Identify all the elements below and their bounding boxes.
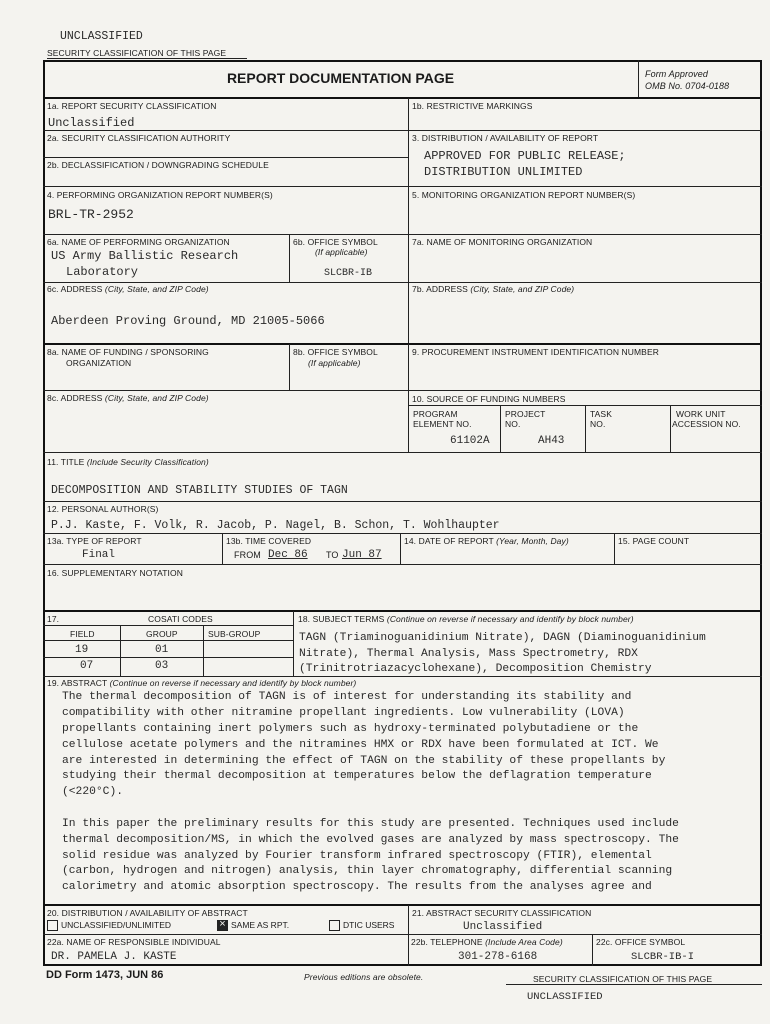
field-11-value: DECOMPOSITION AND STABILITY STUDIES OF TAGN [51,484,348,497]
field-6c-value: Aberdeen Proving Ground, MD 21005-5066 [51,314,325,328]
field-20-label: 20. DISTRIBUTION / AVAILABILITY OF ABSTRACT [47,908,248,918]
field-10-work-unit-2: ACCESSION NO. [672,419,741,429]
field-10-program-2: ELEMENT NO. [413,419,472,429]
field-18-line-3: (Trinitrotriazacyclohexane), Decomposition Chemistry [299,663,652,675]
cosati-group-header: GROUP [146,629,178,639]
field-21-label: 21. ABSTRACT SECURITY CLASSIFICATION [412,908,592,918]
field-6b-sub: (If applicable) [315,247,368,257]
field-4-value: BRL-TR-2952 [48,207,134,222]
field-10-task: TASK [590,409,612,419]
cosati-field-header: FIELD [70,629,95,639]
field-9-label: 9. PROCUREMENT INSTRUMENT IDENTIFICATION NUMBER [412,347,659,357]
field-6a-label: 6a. NAME OF PERFORMING ORGANIZATION [47,237,230,247]
field-13b-from: FROM [234,550,261,560]
field-10-project-value: AH43 [538,435,565,447]
field-7a-label: 7a. NAME OF MONITORING ORGANIZATION [412,237,593,247]
field-22c-value: SLCBR-IB-I [631,951,695,963]
field-21-value: Unclassified [463,921,543,933]
checkbox-same-as-rpt[interactable]: × SAME AS RPT. [217,920,289,931]
field-3-label: 3. DISTRIBUTION / AVAILABILITY OF REPORT [412,133,599,143]
field-22b-label: 22b. TELEPHONE (Include Area Code) [411,937,563,947]
abstract-p1-line-2: compatibility with other nitramine propellant ingredients. Low vulnerability (LOVA) [62,707,625,719]
field-2a-label: 2a. SECURITY CLASSIFICATION AUTHORITY [47,133,231,143]
cosati-row-2-field: 07 [80,660,94,672]
abstract-p2-line-5: calorimetry and atomic absorption spectroscopy. The results from the analyses agree and [62,881,652,893]
omb-number: OMB No. 0704-0188 [645,81,730,91]
abstract-p1-line-3: propellants containing inert polymers such as hydroxy-terminated polybutadiene or the [62,723,639,735]
form-id: DD Form 1473, JUN 86 [46,969,164,981]
abstract-p1-line-1: The thermal decomposition of TAGN is of interest for understanding its stability and [62,691,632,703]
field-12-label: 12. PERSONAL AUTHOR(S) [47,504,159,514]
field-6a-value-line1: US Army Ballistic Research [51,249,239,263]
field-10-project-2: NO. [505,419,521,429]
checkbox-unclassified-unlimited[interactable]: UNCLASSIFIED/UNLIMITED [47,920,171,931]
abstract-p1-line-7: (<220°C). [62,786,124,798]
abstract-p2-line-3: solid residue was analyzed by Fourier transform infrared spectroscopy (FTIR), elemental [62,850,652,862]
field-10-task-2: NO. [590,419,606,429]
abstract-p1-line-4: cellulose acetate polymers and the nitramines HMX or RDX have been formulated at ICT. We [62,739,659,751]
field-22c-label: 22c. OFFICE SYMBOL [596,937,686,947]
abstract-p2-line-4: (carbon, hydrogen and nitrogen) analysis, thin layer chromatography, differential scanning [62,865,673,877]
field-13b-to: TO [326,550,339,560]
field-13b-to-value: Jun 87 [342,549,382,561]
abstract-p1-line-6: studying their thermal decomposition at temperatures below the deflagration temperature [62,770,652,782]
abstract-p2-line-2: thermal decomposition/MS, in which the evolved gases are analyzed by mass spectroscopy. The [62,834,679,846]
field-11-label: 11. TITLE (Include Security Classification) [47,457,209,467]
field-8a-label-2: ORGANIZATION [66,358,132,368]
field-22a-value: DR. PAMELA J. KASTE [51,951,177,963]
field-15-label: 15. PAGE COUNT [618,536,690,546]
field-18-label: 18. SUBJECT TERMS (Continue on reverse if necessary and identify by block number) [298,614,634,624]
field-3-value-line1: APPROVED FOR PUBLIC RELEASE; [424,149,626,163]
field-1b-label: 1b. RESTRICTIVE MARKINGS [412,101,533,111]
cosati-row-1-field: 19 [75,644,89,656]
field-6c-label: 6c. ADDRESS (City, State, and ZIP Code) [47,284,209,294]
cosati-subgroup-header: SUB-GROUP [208,629,261,639]
field-16-label: 16. SUPPLEMENTARY NOTATION [47,568,183,578]
field-7b-label: 7b. ADDRESS (City, State, and ZIP Code) [412,284,575,294]
field-13b-from-value: Dec 86 [268,549,308,561]
security-classification-label: SECURITY CLASSIFICATION OF THIS PAGE [47,48,227,58]
field-22b-value: 301-278-6168 [458,951,538,963]
field-18-line-2: Nitrate), Thermal Analysis, Mass Spectrometry, RDX [299,648,638,660]
top-classification: UNCLASSIFIED [60,30,143,43]
field-13a-value: Final [82,549,116,561]
field-1a-value: Unclassified [48,116,135,130]
cosati-row-1-group: 01 [155,644,169,656]
abstract-p2-line-1: In this paper the preliminary results for this study are presented. Techniques used include [62,818,679,830]
form-approved: Form Approved [645,69,708,79]
abstract-p1-line-5: are interested in determining the effect of TAGN on the stability of these propellants by [62,755,666,767]
field-6b-value: SLCBR-IB [324,268,373,279]
form-title: REPORT DOCUMENTATION PAGE [226,70,455,86]
field-8b-label: 8b. OFFICE SYMBOL [293,347,378,357]
field-10-work-unit: WORK UNIT [676,409,726,419]
field-12-value: P.J. Kaste, F. Volk, R. Jacob, P. Nagel, B. Schon, T. Wohlhaupter [51,519,500,532]
field-17-label: 17. [47,614,60,624]
field-14-label: 14. DATE OF REPORT (Year, Month, Day) [404,536,569,546]
field-10-program-value: 61102A [450,435,490,447]
footer-security-label: SECURITY CLASSIFICATION OF THIS PAGE [533,974,713,984]
field-6b-label: 6b. OFFICE SYMBOL [293,237,378,247]
field-22a-label: 22a. NAME OF RESPONSIBLE INDIVIDUAL [47,937,221,947]
cosati-codes-label: COSATI CODES [148,614,213,624]
field-8c-label: 8c. ADDRESS (City, State, and ZIP Code) [47,393,209,403]
field-8b-sub: (If applicable) [308,358,361,368]
field-5-label: 5. MONITORING ORGANIZATION REPORT NUMBER(S) [412,190,636,200]
field-13a-label: 13a. TYPE OF REPORT [47,536,142,546]
bottom-classification: UNCLASSIFIED [527,991,603,1003]
field-10-project: PROJECT [505,409,546,419]
field-18-line-1: TAGN (Triaminoguanidinium Nitrate), DAGN (Diaminoguanidinium [299,632,706,644]
field-2b-label: 2b. DECLASSIFICATION / DOWNGRADING SCHEDULE [47,160,269,170]
field-10-program: PROGRAM [413,409,458,419]
field-1a-label: 1a. REPORT SECURITY CLASSIFICATION [47,101,217,111]
field-8a-label: 8a. NAME OF FUNDING / SPONSORING [47,347,209,357]
checkbox-dtic-users[interactable]: DTIC USERS [329,920,394,931]
field-19-label: 19. ABSTRACT (Continue on reverse if necessary and identify by block number) [47,678,357,688]
field-6a-value-line2: Laboratory [66,265,139,279]
cosati-row-2-group: 03 [155,660,169,672]
field-4-label: 4. PERFORMING ORGANIZATION REPORT NUMBER(S) [47,190,273,200]
obsolete-note: Previous editions are obsolete. [304,972,424,982]
field-13b-label: 13b. TIME COVERED [226,536,312,546]
field-3-value-line2: DISTRIBUTION UNLIMITED [424,165,583,179]
field-10-label: 10. SOURCE OF FUNDING NUMBERS [412,394,566,404]
